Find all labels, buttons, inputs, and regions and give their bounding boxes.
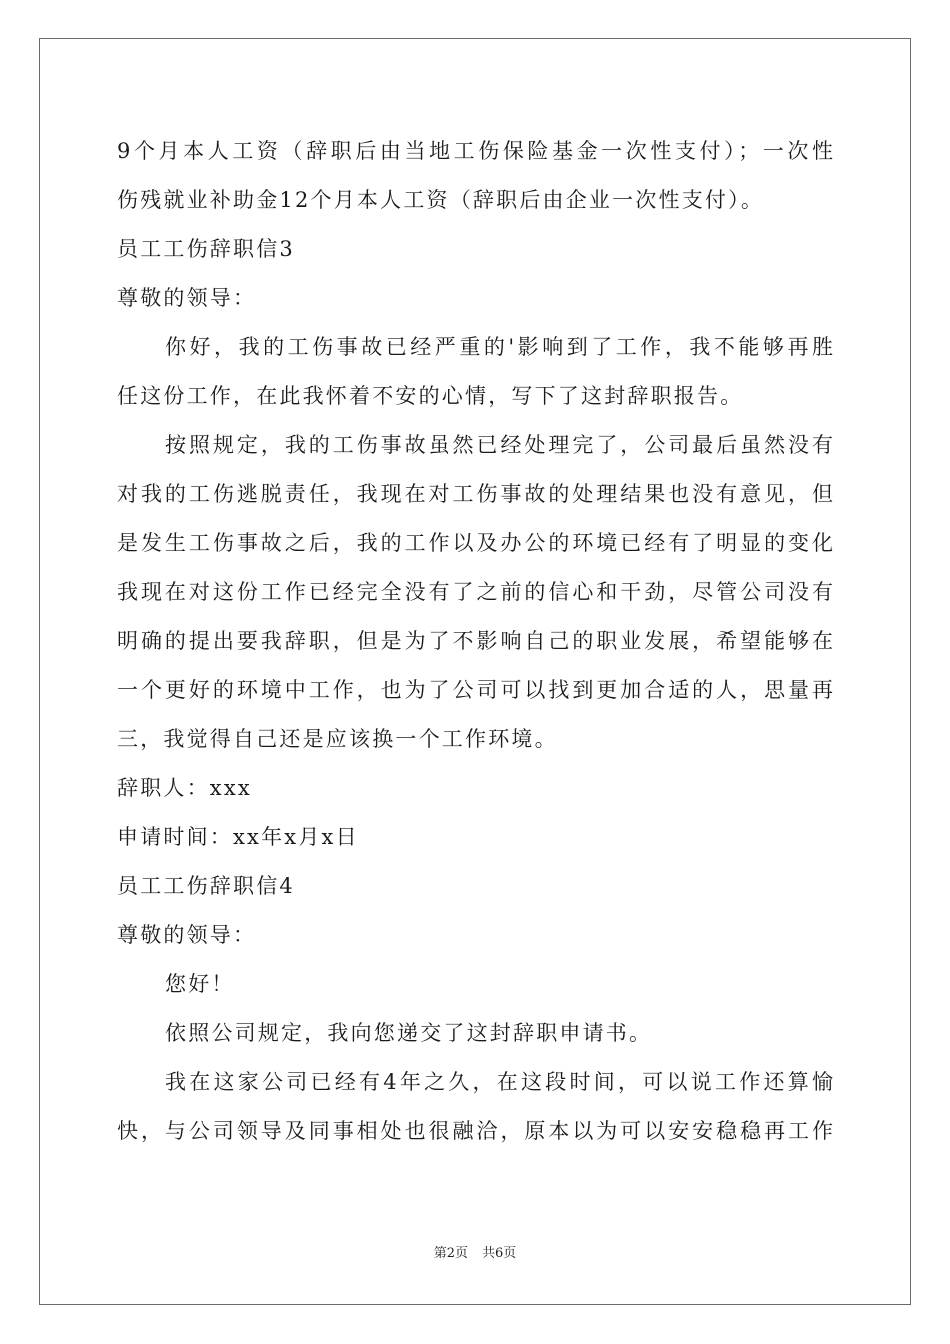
- signature-line: 辞职人：xxx: [117, 776, 252, 800]
- text-line: 三，我觉得自己还是应该换一个工作环境。: [117, 727, 558, 751]
- text-line: 伤残就业补助金12个月本人工资（辞职后由企业一次性支付）。: [117, 188, 765, 212]
- text-line: 依照公司规定，我向您递交了这封辞职申请书。: [165, 1021, 653, 1045]
- page-number: 第2页: [433, 1246, 468, 1261]
- text-line: 你好，我的工伤事故已经严重的'影响到了工作，我不能够再胜: [165, 335, 833, 359]
- salutation: 尊敬的领导：: [117, 286, 257, 310]
- text-line: 明确的提出要我辞职，但是为了不影响自己的职业发展，希望能够在: [117, 629, 833, 653]
- document-body: [117, 127, 833, 1156]
- section-heading: 员工工伤辞职信3: [117, 237, 295, 261]
- text-line: 我现在对这份工作已经完全没有了之前的信心和干劲，尽管公司没有: [117, 580, 833, 604]
- text-line: 任这份工作，在此我怀着不安的心情，写下了这封辞职报告。: [117, 384, 744, 408]
- page-footer: [0, 1245, 950, 1263]
- date-line: 申请时间：xx年x月x日: [117, 825, 359, 849]
- text-line: 9个月本人工资（辞职后由当地工伤保险基金一次性支付）；一次性: [117, 139, 833, 163]
- text-line: 我在这家公司已经有4年之久，在这段时间，可以说工作还算愉: [165, 1070, 833, 1094]
- text-line: 对我的工伤逃脱责任，我现在对工伤事故的处理结果也没有意见，但: [117, 482, 833, 506]
- text-line: 按照规定，我的工伤事故虽然已经处理完了，公司最后虽然没有: [165, 433, 833, 457]
- text-line: 是发生工伤事故之后，我的工作以及办公的环境已经有了明显的变化: [117, 531, 833, 555]
- greeting: 您好！: [165, 972, 235, 996]
- salutation: 尊敬的领导：: [117, 923, 257, 947]
- section-heading: 员工工伤辞职信4: [117, 874, 295, 898]
- text-line: 快，与公司领导及同事相处也很融洽，原本以为可以安安稳稳再工作: [117, 1119, 833, 1143]
- text-line: 一个更好的环境中工作，也为了公司可以找到更加合适的人，思量再: [117, 678, 833, 702]
- page-total: 共6页: [482, 1246, 517, 1261]
